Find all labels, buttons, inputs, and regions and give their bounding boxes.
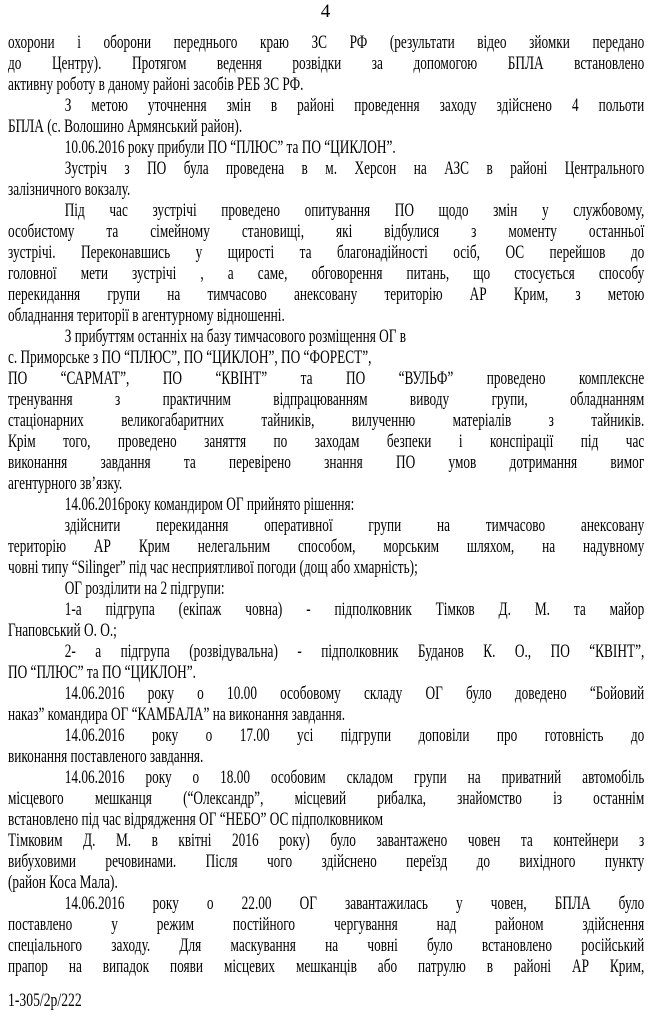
text-line: 10.06.2016 року прибули ПО “ПЛЮС” та ПО “ЦИКЛОН”. [64,137,396,158]
paragraph [8,95,644,137]
text-line: територію АР Крим нелегальним способом, морським шляхом, на надувному [8,536,645,557]
paragraph [8,326,644,347]
text-line: головної мети зустрічі , а саме, обговорення питань, що стосується способу [8,263,645,284]
text-line: 14.06.2016року командиром ОГ прийнято рішення: [64,494,355,515]
text-line: Тімковим Д. М. в квітні 2016 року) було завантажено човен та контейнери з [8,830,645,851]
paragraph [8,893,644,977]
text-line: спеціального заходу. Для маскування на човні було встановлено російський [8,935,645,956]
text-line: 14.06.2016 року о 18.00 особовим складом групи на приватний автомобіль [64,767,645,788]
text-line: виконання поставленого завдання. [8,746,204,767]
paragraph [8,32,644,95]
text-line: ПО “ПЛЮС” та ПО “ЦИКЛОН”. [8,662,197,683]
text-line: поставлено у режим постійного чергування над районом здійснення [8,914,645,935]
page-number: 4 [320,1,331,22]
paragraph [8,494,644,515]
text-line: 2- а підгрупа (розвідувальна) - підполковник Буданов К. О., ПО “КВІНТ”, [64,641,645,662]
text-line: особистому та сімейному становищі, які відбулися з моменту останньої [8,221,645,242]
text-line: виконання завдання та перевірено знання ПО умов дотримання вимог [8,452,645,473]
text-line: З прибуттям останніх на базу тимчасового розміщення ОГ в [64,326,407,347]
text-line: охорони і оборони переднього краю ЗС РФ (результати відео зйомки передано [8,32,645,53]
paragraph [8,200,644,326]
text-line: 14.06.2016 року о 10.00 особовому складу ОГ було доведено “Бойовий [64,683,645,704]
paragraph [8,683,644,725]
text-line: до Центру). Протягом ведення розвідки за допомогою БПЛА встановлено [8,53,645,74]
text-line: Під час зустрічі проведено опитування ПО щодо змін у службовому, [64,200,645,221]
text-line: БПЛА (с. Волошино Армянський район). [8,116,243,137]
text-line: 14.06.2016 року о 17.00 усі підгрупи доповіли про готовність до [64,725,645,746]
paragraph [8,725,644,767]
paragraph [8,830,644,893]
text-line: З метою уточнення змін в районі проведення заходу здійснено 4 польоти [64,95,645,116]
text-line: перекидання групи на тимчасово анексовану територію АР Крим, з метою [8,284,645,305]
document-reference-number: 1-305/2р/222 [8,990,82,1011]
text-line: Гнаповський О. О.; [8,620,117,641]
paragraph [8,368,644,494]
text-line: встановлено під час відрядження ОГ “НЕБО” ОС підполковником [8,809,384,830]
paragraph [8,158,644,200]
text-line: човні типу “Silinger” під час несприятливої погоди (дощ або хмарність); [8,557,418,578]
text-line: 14.06.2016 року о 22.00 ОГ завантажилась у човен, БПЛА було [64,893,645,914]
paragraph [8,641,644,683]
paragraph [8,767,644,830]
text-line: прапор на випадок появи місцевих мешканців або патрулю в районі АР Крим, [8,956,645,977]
text-line: (район Коса Мала). [8,872,118,893]
paragraph [8,578,644,599]
text-line: стаціонарних великогабаритних тайників, вилученню матеріалів з тайників. [8,410,645,431]
paragraph [8,137,644,158]
paragraph [8,515,644,578]
text-line: агентурного зв’язку. [8,473,123,494]
text-line: здійснити перекидання оперативної групи на тимчасово анексовану [64,515,645,536]
text-line: обладнання території в агентурному відношенні. [8,305,285,326]
text-line: залізничного вокзалу. [8,179,131,200]
document-body [8,32,644,977]
text-line: наказ” командира ОГ “КАМБАЛА” на виконання завдання. [8,704,346,725]
text-line: Крім того, проведено заняття по заходам безпеки і конспірації під час [8,431,645,452]
text-line: зустрічі. Переконавшись у щирості та благонадійності осіб, ОС перейшов до [8,242,645,263]
text-line: вибуховими речовинами. Після чого здійснено переїзд до вихідного пункту [8,851,645,872]
text-line: ОГ розділити на 2 підгрупи: [64,578,225,599]
text-line: с. Приморське з ПО “ПЛЮС”, ПО “ЦИКЛОН”, ПО “ФОРЕСТ”, [8,347,372,368]
text-line: 1-а підгрупа (екіпаж човна) - підполковник Тімков Д. М. та майор [64,599,645,620]
text-line: місцевого мешканця (“Олександр”, місцевий рибалка, знайомство із останнім [8,788,645,809]
paragraph [8,347,644,368]
text-line: ПО “САРМАТ”, ПО “КВІНТ” та ПО “ВУЛЬФ” проведено комплексне [8,368,645,389]
text-line: активну роботу в даному районі засобів РЕБ ЗС РФ. [8,74,304,95]
paragraph [8,599,644,641]
text-line: тренування з практичним відпрацюванням виводу групи, обладнанням [8,389,645,410]
text-line: Зустріч з ПО була проведена в м. Херсон на АЗС в районі Центрального [64,158,645,179]
